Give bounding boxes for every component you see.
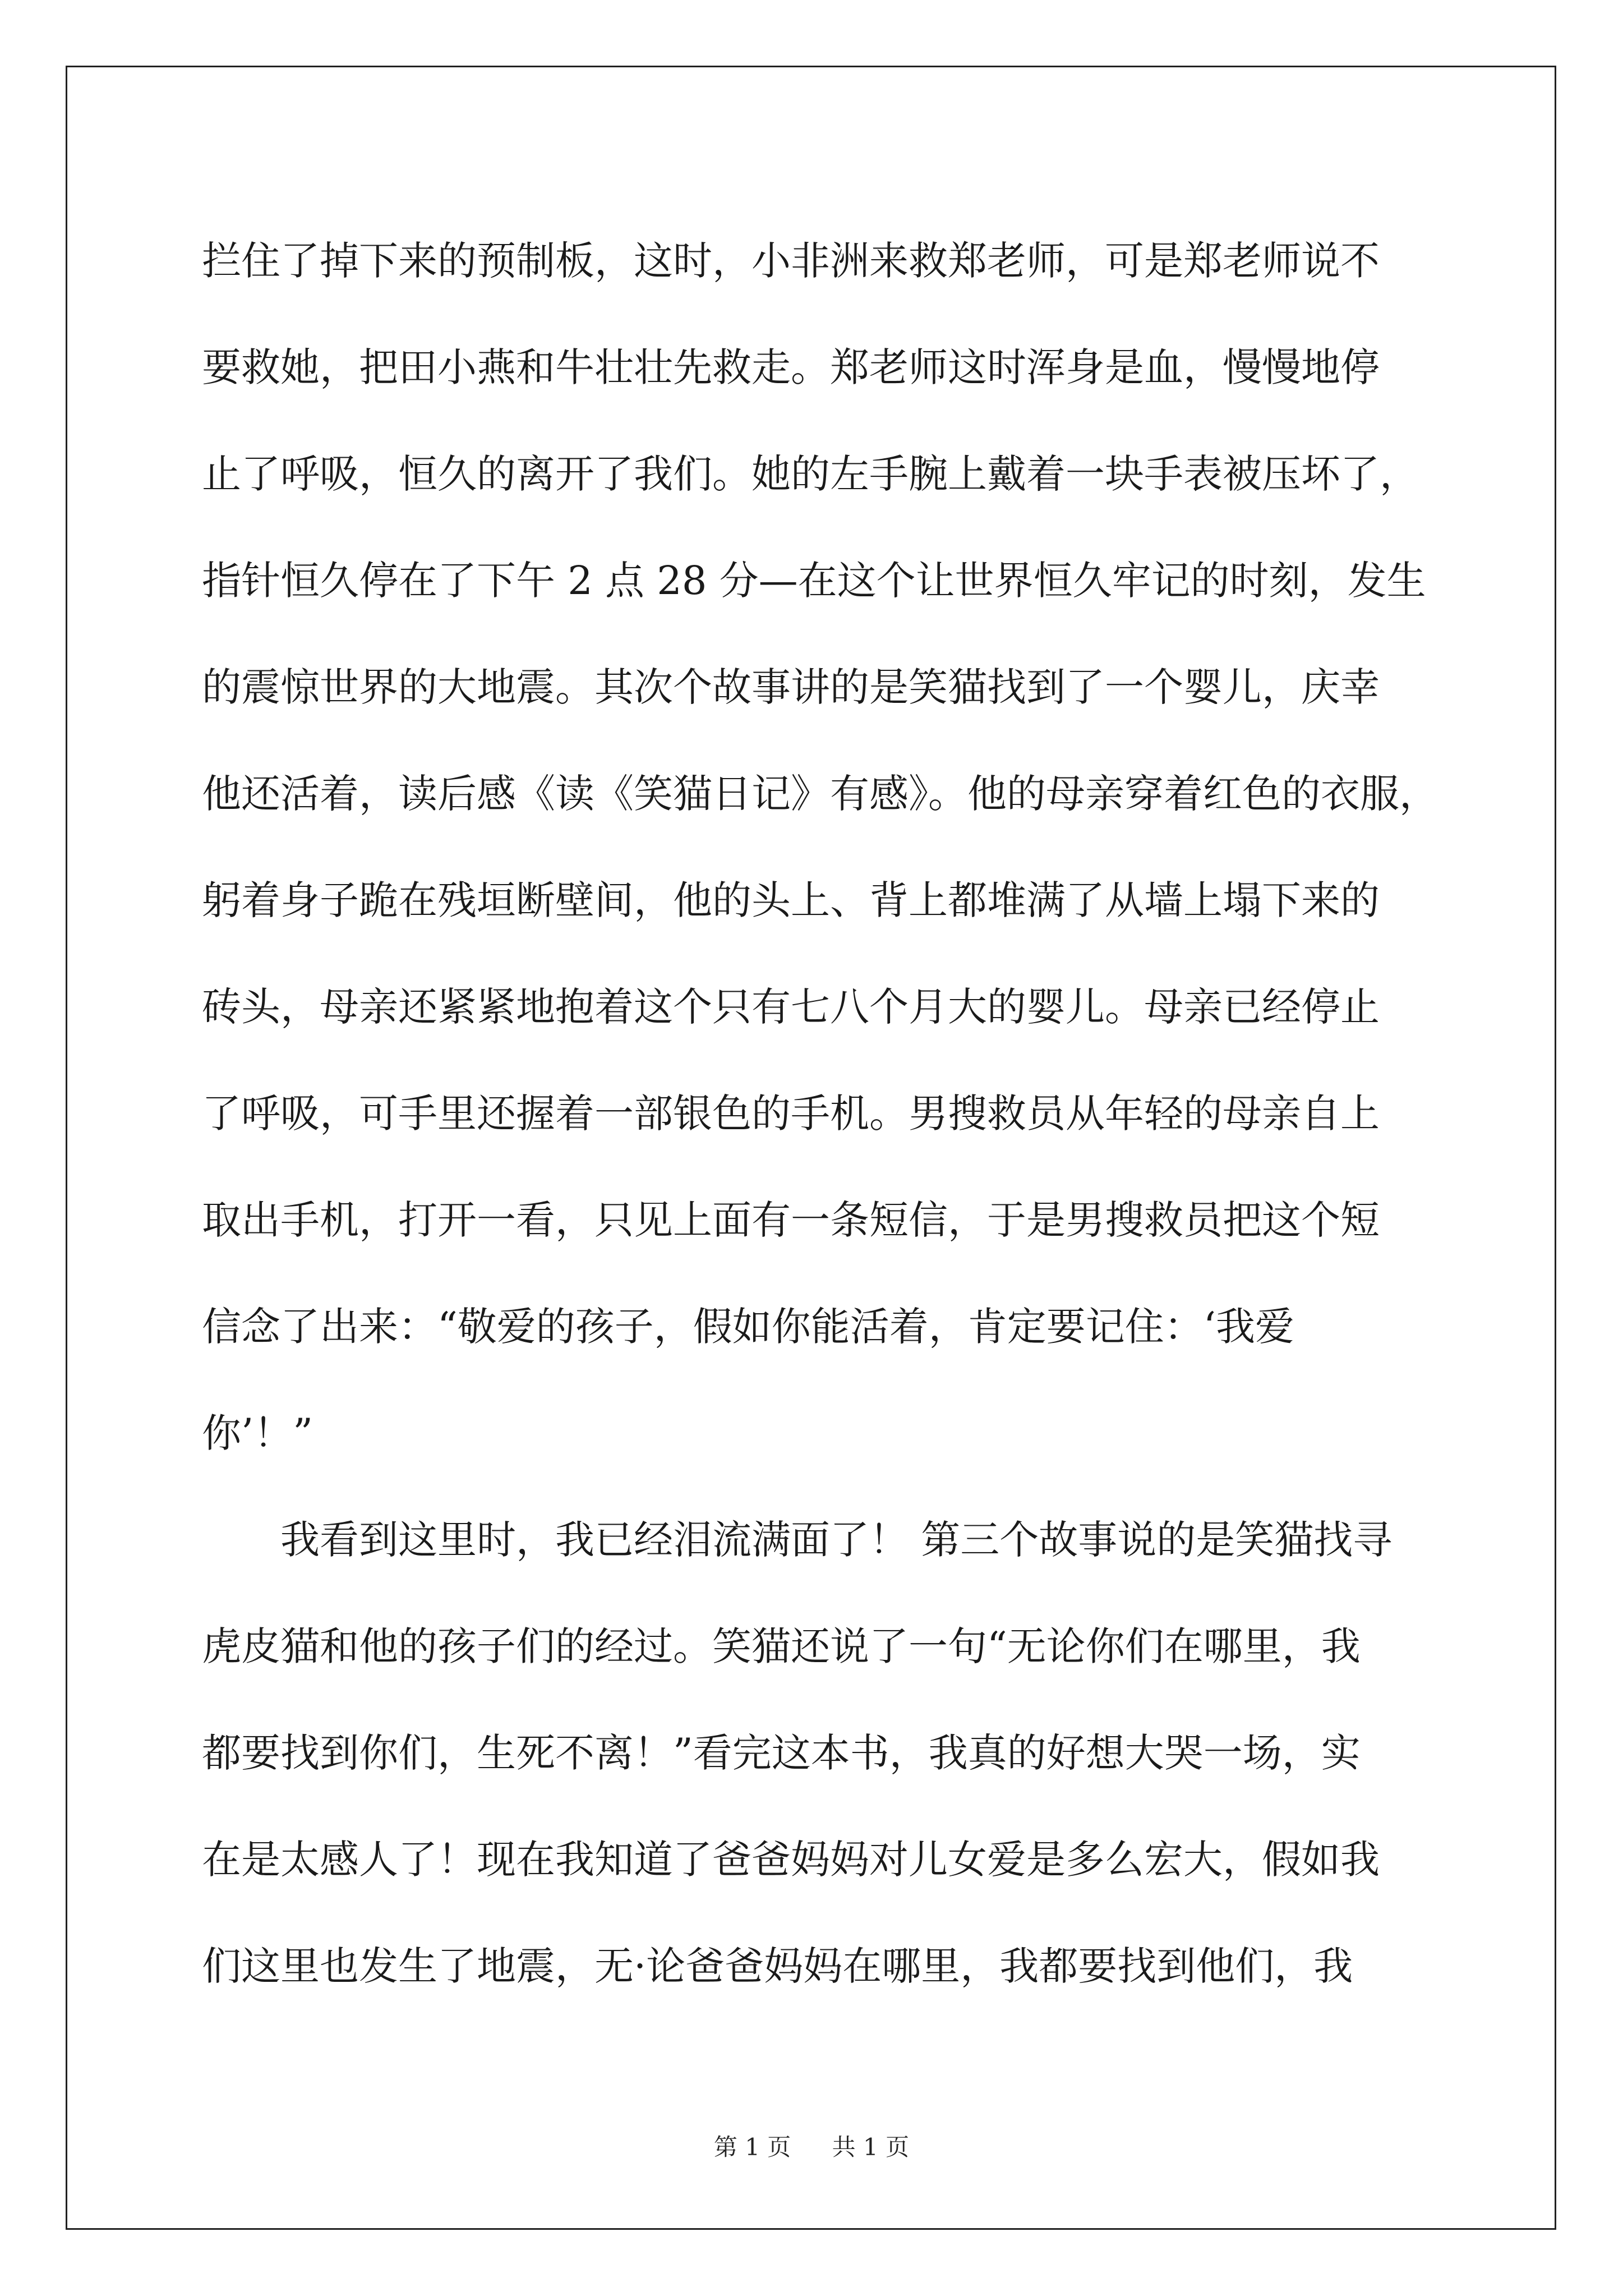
page-total: 共 1 页 — [832, 2133, 910, 2161]
text-line: 虎皮猫和他的孩子们的经过。笑猫还说了一句“无论你们在哪里，我 — [202, 1623, 1361, 1669]
page-number: 第 1 页 — [713, 2133, 791, 2161]
text-line: 信念了出来：“敬爱的孩子，假如你能活着，肯定要记住：‘我爱 — [202, 1304, 1295, 1350]
text-line: 取出手机，打开一看，只见上面有一条短信，于是男搜救员把这个短 — [202, 1197, 1380, 1243]
text-line: 在是太感人了！现在我知道了爸爸妈妈对儿女爱是多么宏大，假如我 — [202, 1837, 1380, 1883]
document-body — [202, 208, 1436, 2019]
text-line: 止了呼吸，恒久的离开了我们。她的左手腕上戴着一块手表被压坏了， — [202, 451, 1419, 497]
text-line: 要救她，把田小燕和牛壮壮先救走。郑老师这时浑身是血，慢慢地停 — [202, 344, 1380, 390]
text-line: 了呼吸，可手里还握着一部银色的手机。男搜救员从年轻的母亲自上 — [202, 1091, 1380, 1137]
text-line: 你’！” — [202, 1410, 313, 1456]
page-footer — [0, 2129, 1623, 2162]
text-line: 躬着身子跪在残垣断壁间，他的头上、背上都堆满了从墙上塌下来的 — [202, 877, 1380, 923]
text-line: 指针恒久停在了下午 2 点 28 分—在这个让世界恒久牢记的时刻，发生 — [202, 558, 1426, 604]
text-line: 他还活着，读后感《读《笑猫日记》有感》。他的母亲穿着红色的衣服， — [202, 771, 1438, 817]
text-line: 我看到这里时，我已经泪流满面了！ 第三个故事说的是笑猫找寻 — [202, 1517, 1393, 1563]
text-line: 们这里也发生了地震，无·论爸爸妈妈在哪里，我都要找到他们，我 — [202, 1943, 1353, 1989]
text-line: 拦住了掉下来的预制板，这时，小非洲来救郑老师，可是郑老师说不 — [202, 238, 1380, 284]
text-line: 砖头，母亲还紧紧地抱着这个只有七八个月大的婴儿。母亲已经停止 — [202, 984, 1380, 1030]
text-line: 都要找到你们，生死不离！”看完这本书，我真的好想大哭一场，实 — [202, 1730, 1361, 1776]
text-line: 的震惊世界的大地震。其次个故事讲的是笑猫找到了一个婴儿，庆幸 — [202, 664, 1380, 710]
